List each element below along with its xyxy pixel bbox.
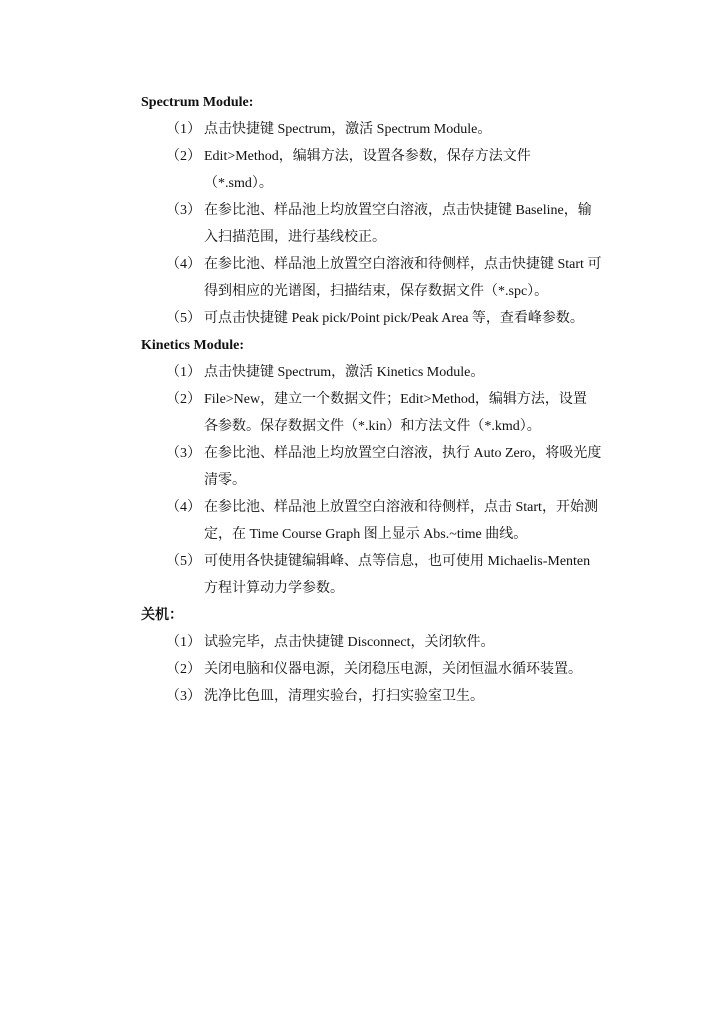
list-item [141, 256, 621, 301]
item-text: 点击快捷键 Spectrum，激活 Spectrum Module。 [204, 122, 492, 137]
item-number: （5） [166, 311, 201, 326]
item-number: （1） [166, 122, 201, 137]
item-text: 定，在 Time Course Graph 图上显示 Abs.~time 曲线。 [204, 527, 528, 542]
list-item [141, 499, 621, 544]
list-item [141, 634, 621, 652]
document-body [141, 94, 621, 715]
list-item [141, 121, 621, 139]
item-number: （3） [166, 203, 201, 218]
item-text: File>New，建立一个数据文件；Edit>Method，编辑方法，设置 [204, 392, 587, 407]
item-number: （1） [166, 365, 201, 380]
item-text: 可点击快捷键 Peak pick/Point pick/Peak Area 等，查看峰参数。 [204, 311, 584, 326]
list-item [141, 688, 621, 706]
item-text: 洗净比色皿，清理实验台，打扫实验室卫生。 [204, 689, 484, 704]
item-number: （5） [166, 554, 201, 569]
item-text: Edit>Method，编辑方法，设置各参数，保存方法文件 [204, 149, 531, 164]
list-item [141, 661, 621, 679]
item-number: （3） [166, 689, 201, 704]
list-item [141, 202, 621, 247]
list-item [141, 553, 621, 598]
item-number: （4） [166, 500, 201, 515]
list-item [141, 310, 621, 328]
item-number: （2） [166, 149, 201, 164]
item-number: （2） [166, 392, 201, 407]
item-text: 清零。 [204, 473, 246, 488]
list-item [141, 391, 621, 436]
section-heading: 关机： [141, 608, 183, 623]
section-kinetics-module [141, 337, 621, 598]
list-item [141, 364, 621, 382]
item-text: 在参比池、样品池上放置空白溶液和待侧样，点击 Start，开始测 [204, 500, 598, 515]
item-number: （2） [166, 662, 201, 677]
item-number: （3） [166, 446, 201, 461]
item-text: 在参比池、样品池上放置空白溶液和待侧样，点击快捷键 Start 可 [204, 257, 602, 272]
list-item [141, 445, 621, 490]
item-text: 得到相应的光谱图，扫描结束，保存数据文件（*.spc）。 [204, 284, 549, 299]
section-shutdown [141, 607, 621, 706]
item-text: 试验完毕，点击快捷键 Disconnect，关闭软件。 [204, 635, 495, 650]
item-text: 关闭电脑和仪器电源，关闭稳压电源，关闭恒温水循环装置。 [204, 662, 582, 677]
item-text: 可使用各快捷键编辑峰、点等信息，也可使用 Michaelis-Menten [204, 554, 591, 569]
item-number: （1） [166, 635, 201, 650]
item-number: （4） [166, 257, 201, 272]
item-text: 各参数。保存数据文件（*.kin）和方法文件（*.kmd）。 [204, 419, 541, 434]
item-text: 入扫描范围，进行基线校正。 [204, 230, 386, 245]
item-text: 在参比池、样品池上均放置空白溶液，执行 Auto Zero，将吸光度 [204, 446, 602, 461]
item-text: 在参比池、样品池上均放置空白溶液，点击快捷键 Baseline，输 [204, 203, 592, 218]
list-item [141, 148, 621, 193]
item-text: 点击快捷键 Spectrum，激活 Kinetics Module。 [204, 365, 485, 380]
item-text: 方程计算动力学参数。 [204, 581, 344, 596]
section-heading: Kinetics Module: [141, 338, 245, 353]
section-heading: Spectrum Module: [141, 95, 254, 110]
item-text: （*.smd）。 [204, 176, 273, 191]
section-spectrum-module [141, 94, 621, 328]
